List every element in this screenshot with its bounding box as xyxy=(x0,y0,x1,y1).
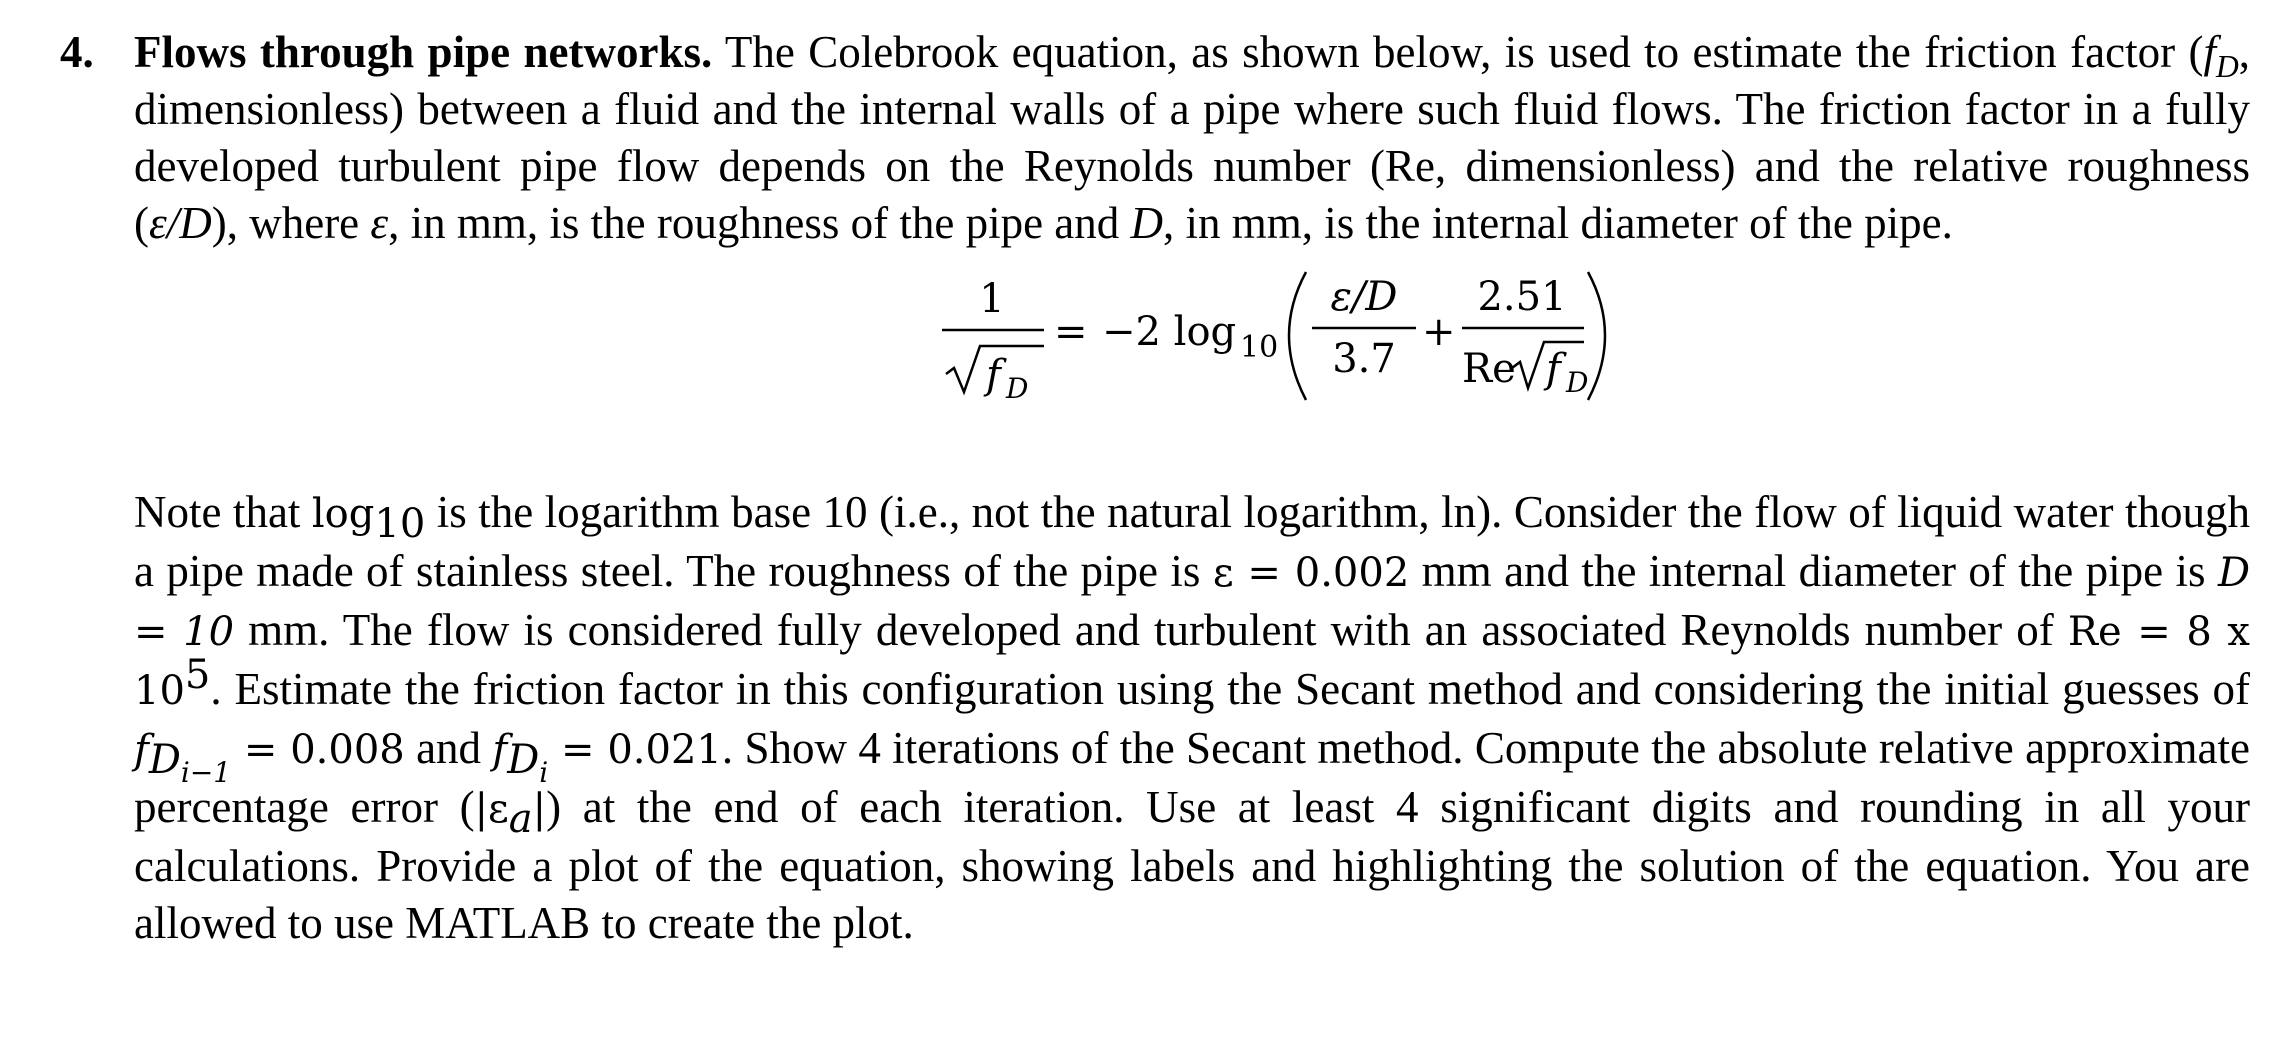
log-coefficient: −2 log xyxy=(1102,309,1237,355)
left-paren xyxy=(1289,272,1306,400)
relative-roughness-symbol: ε/D xyxy=(149,198,212,248)
lhs-den-f: f xyxy=(986,352,1001,398)
problem-4 xyxy=(60,24,2250,952)
epsilon-symbol: ε xyxy=(370,198,389,248)
guess1-subsub: i−1 xyxy=(180,756,232,789)
task-text-4: mm. The flow is considered fully developed and turbulent with an associated Reynolds number of xyxy=(234,605,2068,655)
roughness-value: ε = 0.002 xyxy=(1212,550,1410,596)
paragraph-intro xyxy=(134,24,2250,252)
plus-sign: + xyxy=(1422,309,1456,355)
lhs-den-sub: D xyxy=(1006,372,1029,405)
reynolds-exponent: 5 xyxy=(184,652,211,698)
intro-text-2: , dimensionless) between a fluid and the internal walls of a pipe where such fluid flows. The friction factor in a fully developed turbulent pipe flow depends on the Reynolds number (Re, dimensionless) and the relative roughness ( xyxy=(134,27,2250,248)
term1-numerator: ε/D xyxy=(1330,274,1398,320)
problem-heading: Flows through pipe networks. xyxy=(134,27,713,77)
task-text-3: mm and the internal diameter of the pipe is xyxy=(1409,546,2218,596)
diameter-value: D = 10 xyxy=(134,550,2251,655)
friction-factor-symbol: f xyxy=(2203,27,2216,77)
guess2-f: f xyxy=(492,727,508,773)
friction-factor-sub: D xyxy=(2215,49,2239,84)
equals-sign: = xyxy=(1054,309,1088,355)
guess2-sub xyxy=(507,737,549,789)
reynolds-value: Re = 8 x 10 xyxy=(134,609,2250,714)
colebrook-equation xyxy=(134,252,2250,452)
task-text-1: Note that xyxy=(134,487,312,537)
log-sub: 10 xyxy=(374,501,426,547)
spacer xyxy=(60,452,2250,484)
problem-number: 4. xyxy=(60,27,94,77)
term2-den-f: f xyxy=(1546,346,1561,392)
guess1-sub xyxy=(148,737,232,789)
error-symbol: |ε xyxy=(474,786,509,832)
term2-den-sub: D xyxy=(1566,366,1589,399)
term1-denominator: 3.7 xyxy=(1332,336,1396,382)
intro-text-5: , in mm, is the internal diameter of the pipe. xyxy=(1163,198,1953,248)
task-text-8: ) at the end of each iteration. Use at least 4 significant digits and rounding in all your calculations. Provide a plot of the equation, showing labels and highlighting the solution of the equation. You are allowed to use MATLAB to create the plot. xyxy=(134,782,2250,948)
lhs-numerator: 1 xyxy=(979,276,1005,322)
intro-text-1: The Colebrook equation, as shown below, is used to estimate the friction factor ( xyxy=(712,27,2204,77)
error-sub: a xyxy=(508,796,533,842)
paragraph-task xyxy=(134,484,2250,952)
task-text-6: and xyxy=(404,723,493,773)
right-paren xyxy=(1588,272,1605,400)
guess2-sub-d: D xyxy=(507,737,540,783)
equation-graphic xyxy=(894,252,1614,452)
log-symbol: log xyxy=(311,491,375,537)
term2-den-re: Re xyxy=(1462,346,1516,392)
task-text-7: . Show 4 iterations of the Secant method. Compute the absolute relative approximate percentage error ( xyxy=(134,723,2250,832)
guess2-subsub: i xyxy=(539,756,549,789)
guess1-f: f xyxy=(134,727,149,773)
task-text-5: . Estimate the friction factor in this configuration using the Secant method and considering the initial guesses of xyxy=(210,664,2250,714)
intro-text-4: , in mm, is the roughness of the pipe and xyxy=(388,198,1131,248)
guess1-value: = 0.008 xyxy=(231,727,405,773)
guess2-value: = 0.021 xyxy=(548,727,722,773)
task-text-2: is the logarithm base 10 (i.e., not the natural logarithm, ln). Consider the flow of liquid water though a pipe made of stainless steel. The roughness of the pipe is xyxy=(134,487,2251,596)
guess1-sub-d: D xyxy=(148,737,181,783)
term2-numerator: 2.51 xyxy=(1477,274,1567,320)
log-base: 10 xyxy=(1240,330,1279,365)
error-close: | xyxy=(532,786,547,832)
intro-text-3: ), where xyxy=(211,198,371,248)
diameter-symbol: D xyxy=(1130,198,1164,248)
